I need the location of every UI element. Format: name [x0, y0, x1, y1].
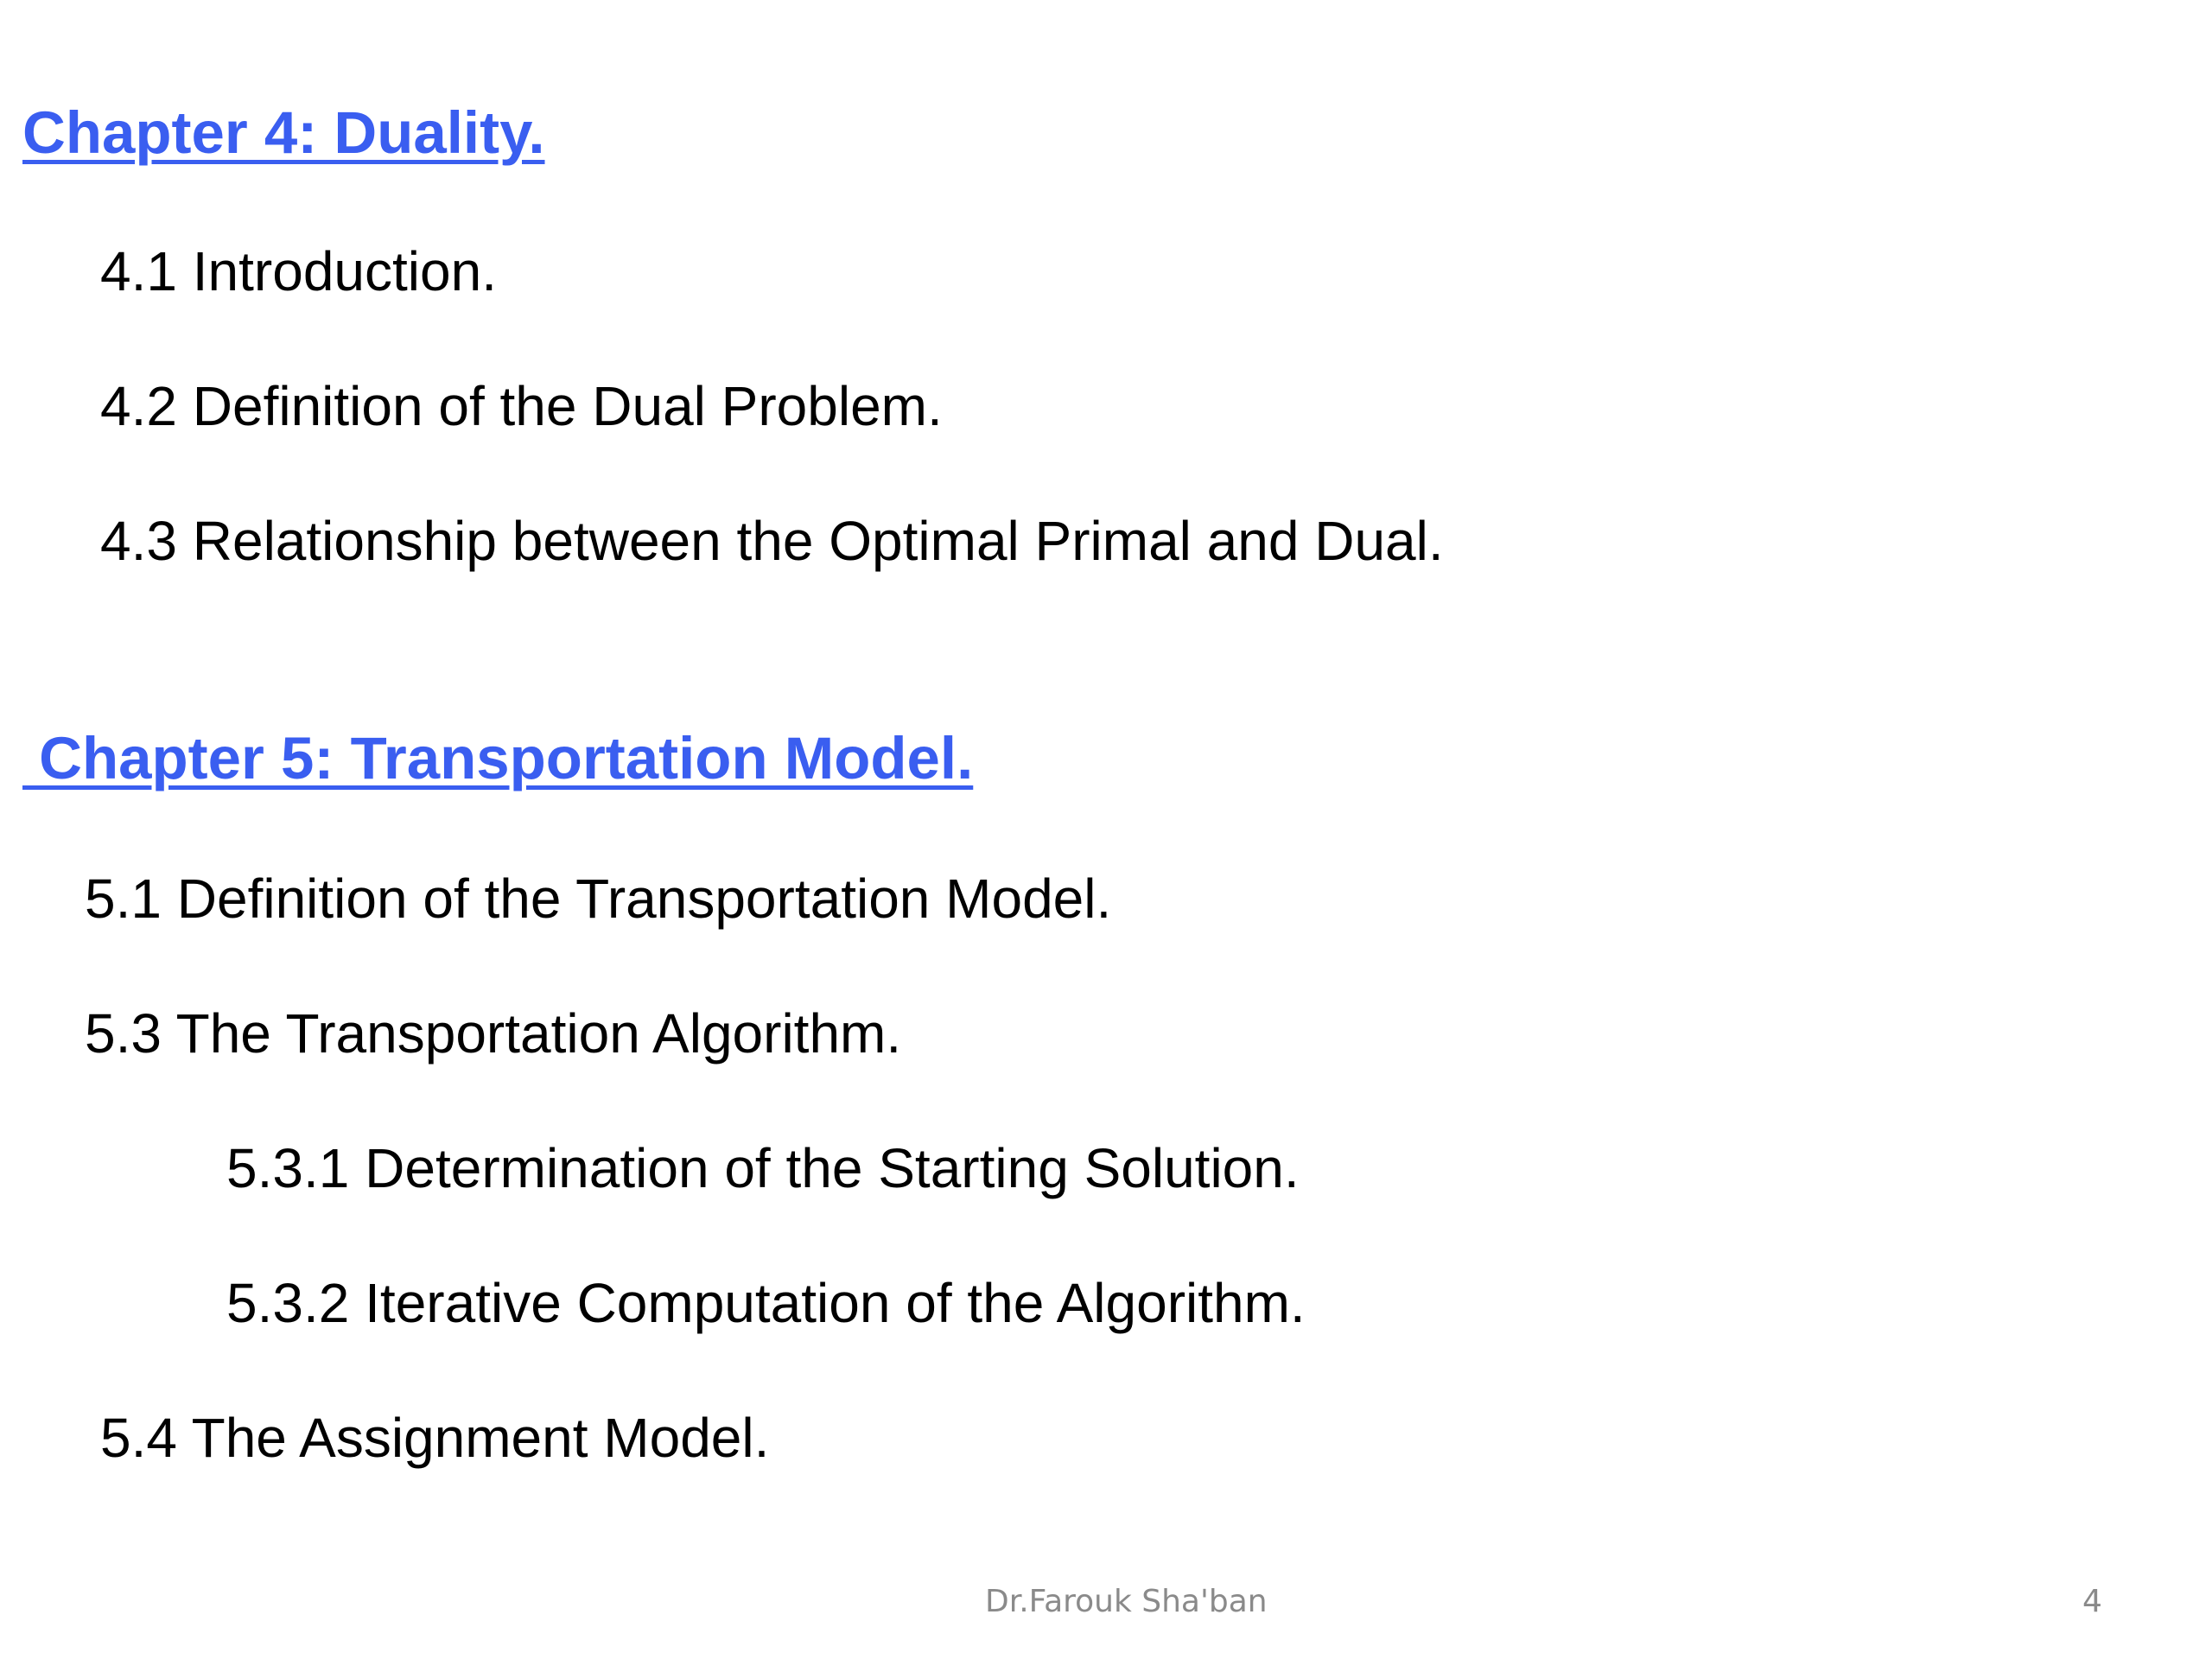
section-5-3: 5.3 The Transportation Algorithm.: [85, 1002, 902, 1065]
section-5-3-2: 5.3.2 Iterative Computation of the Algorithm.: [226, 1272, 1306, 1334]
section-4-1: 4.1 Introduction.: [100, 240, 497, 302]
section-5-3-1: 5.3.1 Determination of the Starting Solution.: [226, 1137, 1300, 1199]
page-number: 4: [2082, 1584, 2102, 1619]
chapter-5-heading[interactable]: Chapter 5: Transportation Model.: [22, 725, 974, 791]
section-5-1: 5.1 Definition of the Transportation Model.: [85, 868, 1112, 930]
section-4-3: 4.3 Relationship between the Optimal Primal and Dual.: [100, 510, 1444, 572]
footer-author: Dr.Farouk Sha'ban: [985, 1584, 1268, 1619]
section-5-4: 5.4 The Assignment Model.: [100, 1407, 770, 1469]
chapter-4-heading[interactable]: Chapter 4: Duality.: [22, 99, 545, 166]
section-4-2: 4.2 Definition of the Dual Problem.: [100, 375, 943, 437]
